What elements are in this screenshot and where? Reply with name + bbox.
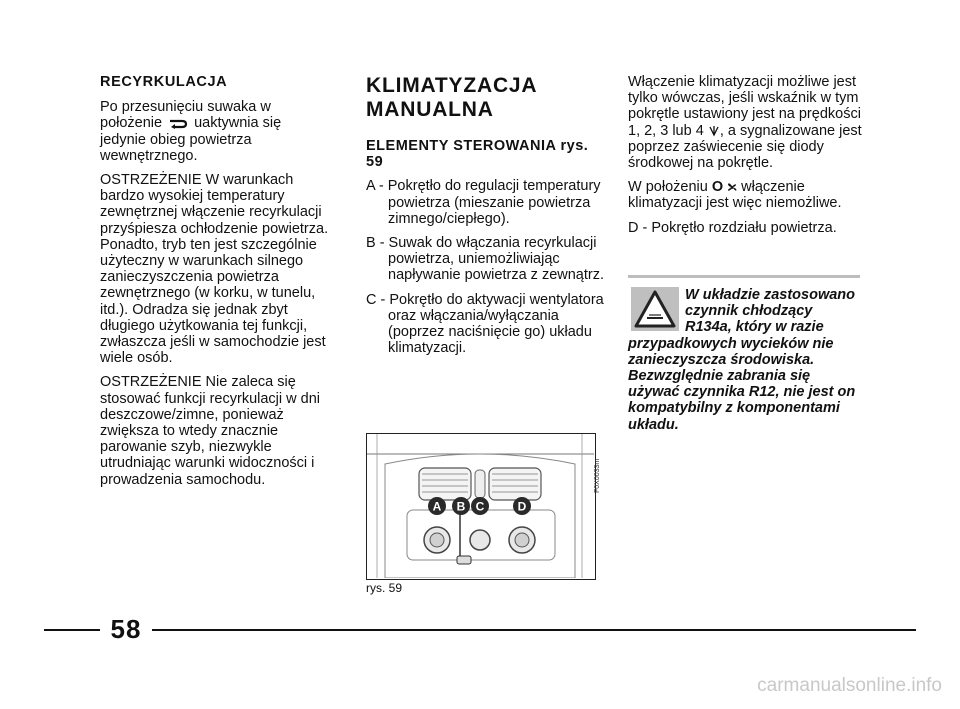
off-position-symbol: O (711, 179, 724, 196)
fan-speed-icon (708, 125, 720, 137)
site-watermark: carmanualsonline.info (757, 675, 942, 696)
recirculation-heading: RECYRKULACJA (100, 74, 228, 90)
figure-label-b: B (456, 499, 466, 514)
recirculation-text-prefix: Po przesunięciu suwaka w położenie (100, 99, 271, 132)
section-title: KLIMATYZACJA MANUALNA (366, 74, 537, 121)
ac-activation-section (628, 74, 868, 244)
off-position-paragraph (628, 179, 868, 211)
control-item-a: A - Pokrętło do regulacji temperatury powietrza (mieszanie powietrza zimnego/ciepłego). (366, 178, 601, 227)
warning-paragraph-1: OSTRZEŻENIE W warunkach bardzo wysokiej temperatury zewnętrznej włączenie recyrkulacji przyśpiesza ochłodzenie powietrza. Ponadto, tryb ten jest szczególnie użyteczny w warunkach silnego zanieczyszczenia powietrza zewnętrznego (w korku, w tunelu, itd.). Odradza się jednak zbyt długiego użytkowania tej funkcji, zwłaszcza jeśli w samochodzie jest wiele osób. (100, 172, 329, 367)
warning-divider (628, 275, 860, 278)
page-number: 58 (110, 614, 142, 644)
off-position-prefix: W położeniu (628, 179, 708, 196)
recirculation-section (100, 74, 330, 496)
fan-icon (727, 182, 737, 193)
footer-rule-right (152, 629, 916, 631)
warning-text-lead: W układzie zastosowano czynnik chłodzący R134a, który w razie (685, 287, 855, 336)
warning-triangle-icon (631, 287, 679, 331)
dashboard-controls-figure (366, 433, 596, 580)
recirculation-icon (168, 119, 188, 129)
controls-subheading: ELEMENTY STEROWANIA rys. 59 (366, 138, 589, 171)
refrigerant-warning (628, 275, 860, 433)
manual-ac-section (366, 74, 606, 364)
control-item-b: B - Suwak do włączania recyrkulacji powietrza, uniemożliwiając napływanie powietrza z zewnątrz. (366, 235, 604, 284)
knob-d-paragraph: D - Pokrętło rozdziału powietrza. (628, 219, 837, 236)
recirculation-paragraph (100, 99, 330, 164)
figure-label-d: D (517, 499, 527, 514)
figure-code: F0X0033m (594, 458, 601, 493)
off-position-suffix: włączenie klimatyzacji jest więc niemożliwe. (628, 179, 842, 212)
figure-label-c: C (475, 499, 485, 514)
warning-text-rest: przypadkowych wycieków nie zanieczyszcza środowiska. Bezwzględnie zabrania się używać czynnika R12, nie jest on kompatybilny z komponentami układu. (628, 335, 856, 433)
figure-caption: rys. 59 (366, 581, 403, 595)
control-item-c: C - Pokrętło do aktywacji wentylatora oraz włączania/wyłączania (poprzez naciśnięcie go) układu klimatyzacji. (366, 291, 604, 357)
activation-paragraph (628, 74, 868, 171)
activation-text-prefix: Włączenie klimatyzacji możliwe jest tylko wówczas, jeśli wskaźnik w tym pokrętle ustawiony jest na prędkości 1, 2, 3 lub 4 (628, 74, 861, 139)
footer-rule-left (44, 629, 100, 631)
recirculation-text-suffix: uaktywnia się jedynie obieg powietrza wewnętrznego. (100, 115, 282, 164)
figure-label-a: A (432, 499, 442, 514)
dashboard-illustration (367, 434, 594, 578)
activation-text-suffix: , a sygnalizowane jest poprzez zaświecenie się diody środkowej na pokrętle. (628, 122, 862, 172)
warning-paragraph-2: OSTRZEŻENIE Nie zaleca się stosować funkcji recyrkulacji w dni deszczowe/zimne, ponieważ zwiększa to wtedy znacznie parowanie szyb, niezwykle utrudniając warunki widoczności i prowadzenia samochodu. (100, 374, 320, 488)
